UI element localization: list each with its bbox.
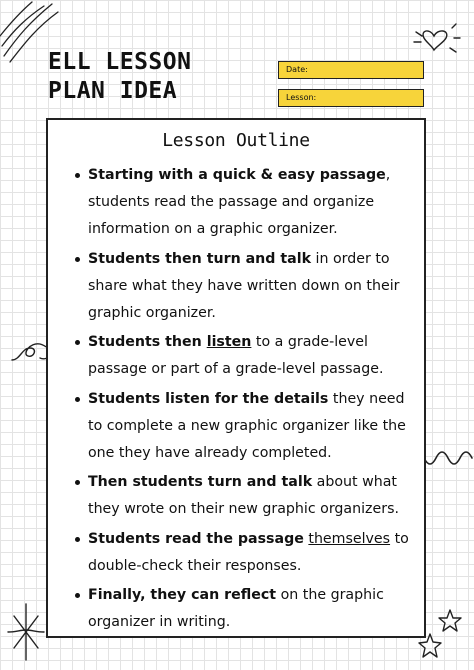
heart-doodle-icon [412, 22, 462, 58]
title-line-1: ELL LESSON [48, 49, 192, 75]
list-item: Students read the passage themselves to double-check their responses. [88, 526, 412, 580]
list-item: Starting with a quick & easy passage, students read the passage and organize information on a graphic organizer. [88, 162, 412, 244]
lesson-field[interactable] [278, 89, 424, 107]
outline-title: Lesson Outline [162, 130, 310, 151]
lesson-label: Lesson: [286, 93, 317, 102]
title-line-2: PLAN IDEA [48, 78, 178, 104]
date-label: Date: [286, 65, 308, 74]
list-item: Finally, they can reflect on the graphic organizer in writing. [88, 582, 412, 636]
sparkle-icon [6, 602, 46, 662]
outline-list [48, 162, 424, 638]
page-title [48, 48, 248, 106]
date-field[interactable] [278, 61, 424, 79]
list-item: Students listen for the details they need to complete a new graphic organizer like the one they have already completed. [88, 386, 412, 468]
lesson-outline-card [46, 118, 426, 638]
list-item: Students then turn and talk in order to share what they have written down on their graphic organizer. [88, 246, 412, 328]
list-item: Students then listen to a grade-level passage or part of a grade-level passage. [88, 329, 412, 383]
list-item: Then students turn and talk about what they wrote on their new graphic organizers. [88, 469, 412, 523]
